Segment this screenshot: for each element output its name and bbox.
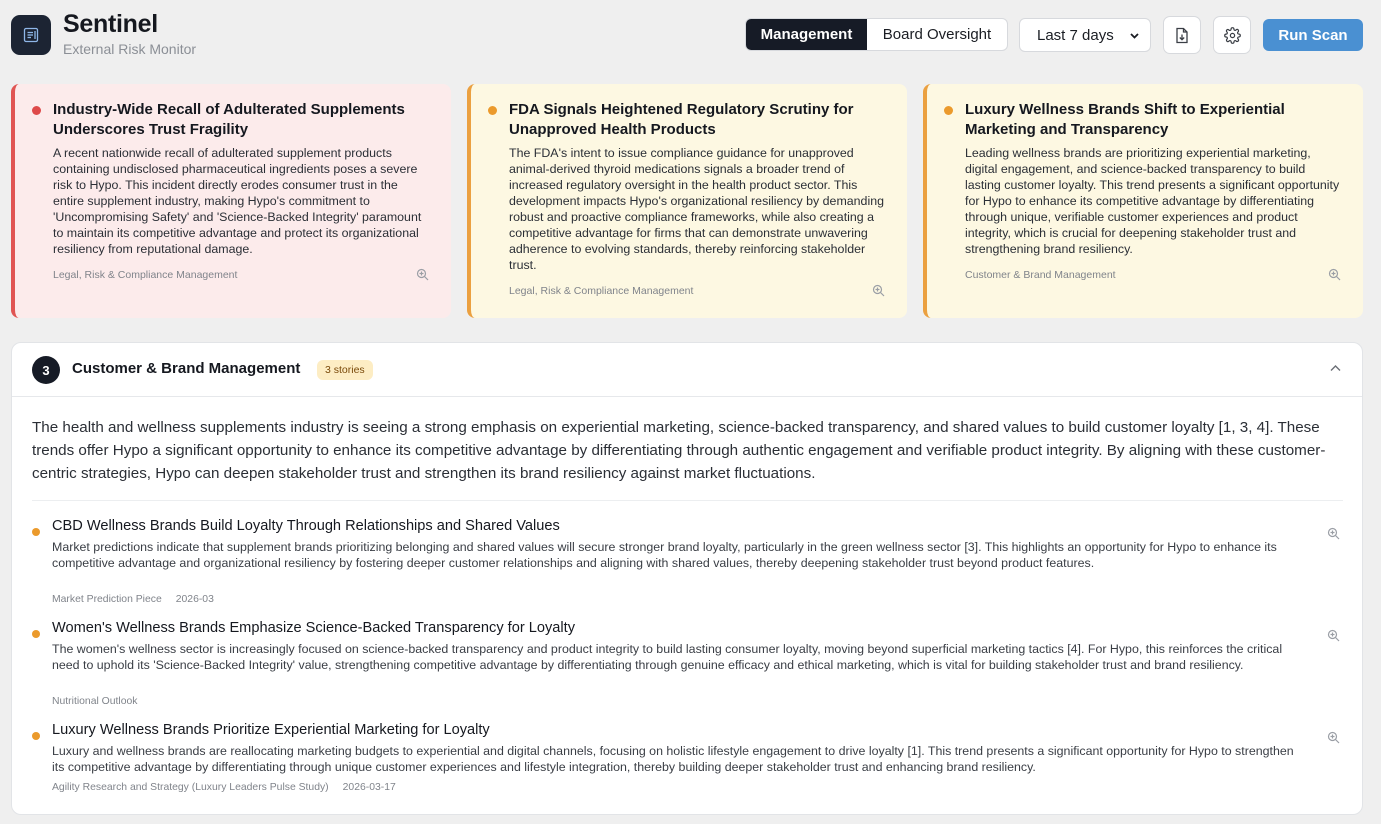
zoom-in-icon xyxy=(872,284,885,297)
story-meta xyxy=(52,594,214,605)
app-subtitle: External Risk Monitor xyxy=(63,41,197,57)
alert-card xyxy=(11,84,451,318)
section-number: 3 xyxy=(32,356,60,384)
story-dot xyxy=(32,528,40,536)
story-body: Luxury and wellness brands are reallocating marketing budgets to experiential and digital channels, focusing on holistic lifestyle engagement to drive loyalty [1]. This trend presents a significant opportunity for Hypo to strengthen its competitive advantage by differentiating through unique customer experiences and lifestyle integration, thereby building deeper stakeholder trust and enhancing brand resiliency. xyxy=(52,744,1294,774)
alert-card xyxy=(923,84,1363,318)
zoom-in-icon xyxy=(1327,731,1340,744)
zoom-in-icon xyxy=(1328,268,1341,281)
alert-category: Legal, Risk & Compliance Management xyxy=(509,284,694,297)
story-title: Luxury Wellness Brands Prioritize Experiential Marketing for Loyalty xyxy=(52,722,490,738)
zoom-in-button[interactable] xyxy=(416,268,429,281)
story-item xyxy=(32,620,1344,710)
story-title: Women's Wellness Brands Emphasize Science-Backed Transparency for Loyalty xyxy=(52,620,575,636)
story-count-badge: 3 stories xyxy=(317,360,373,380)
severity-dot xyxy=(944,106,953,115)
story-meta xyxy=(52,782,396,793)
alert-body: A recent nationwide recall of adulterated supplement products containing undisclosed pharmaceutical ingredients poses a severe risk to Hypo. This incident directly erodes consumer trust in the entire supplement industry, making Hypo's commitment to 'Uncompromising Safety' and 'Science-Backed Integrity' paramount to maintain its competitive advantage and protect its organizational resiliency from reputational damage. xyxy=(53,146,422,256)
zoom-in-icon xyxy=(1327,629,1340,642)
story-source: Market Prediction Piece xyxy=(52,594,162,605)
section-header[interactable] xyxy=(12,343,1362,397)
app-title: Sentinel xyxy=(63,10,158,38)
document-icon xyxy=(22,26,40,44)
divider xyxy=(32,500,1343,501)
export-button[interactable] xyxy=(1163,16,1201,54)
story-item xyxy=(32,518,1344,608)
view-toggle xyxy=(745,18,1008,51)
story-dot xyxy=(32,732,40,740)
alert-body: The FDA's intent to issue compliance guidance for unapproved animal-derived thyroid medications signals a broader trend of increased regulatory oversight in the health product sector. This development impacts Hypo's organizational resiliency by demanding robust and proactive compliance frameworks, while also creating a competitive advantage for firms that can demonstrate unwavering adherence to evolving standards, thereby reinforcing stakeholder trust. xyxy=(509,146,884,272)
severity-dot xyxy=(488,106,497,115)
story-source: Nutritional Outlook xyxy=(52,696,138,707)
section-summary: The health and wellness supplements industry is seeing a strong emphasis on experiential marketing, science-backed transparency, and shared values to build customer loyalty [1, 3, 4]. These trends offer Hypo a significant opportunity to enhance its competitive advantage by differentiating through authentic engagement and verifiable product integrity. By aligning with these customer-centric strategies, Hypo can deepen stakeholder trust and strengthen its brand resiliency against market fluctuations. xyxy=(32,419,1326,482)
alert-body: Leading wellness brands are prioritizing experiential marketing, digital engagement, and science-backed transparency to build lasting customer loyalty. This trend presents a significant opportunity for Hypo to enhance its competitive advantage by differentiating through unique, verifiable customer experiences and product integrity, which is crucial for deepening stakeholder trust and strengthening brand resiliency. xyxy=(965,146,1340,256)
story-dot xyxy=(32,630,40,638)
zoom-in-icon xyxy=(416,268,429,281)
run-scan-button[interactable]: Run Scan xyxy=(1263,19,1363,51)
view-management-button[interactable]: Management xyxy=(746,19,867,50)
file-download-icon xyxy=(1174,27,1190,44)
story-meta xyxy=(52,696,137,707)
chevron-up-icon xyxy=(1329,362,1342,375)
chevron-down-icon xyxy=(1129,30,1140,41)
zoom-in-button[interactable] xyxy=(1327,527,1340,540)
time-range-value: Last 7 days xyxy=(1037,26,1114,44)
zoom-in-button[interactable] xyxy=(872,284,885,297)
settings-button[interactable] xyxy=(1213,16,1251,54)
alert-title: Industry-Wide Recall of Adulterated Supplements Underscores Trust Fragility xyxy=(53,101,405,138)
collapse-button[interactable] xyxy=(1329,362,1342,380)
story-title: CBD Wellness Brands Build Loyalty Through Relationships and Shared Values xyxy=(52,518,560,534)
view-board-oversight-button[interactable]: Board Oversight xyxy=(882,26,992,43)
story-date: 2026-03-17 xyxy=(342,782,396,793)
zoom-in-button[interactable] xyxy=(1327,629,1340,642)
story-item xyxy=(32,722,1344,796)
alert-title: Luxury Wellness Brands Shift to Experiential Marketing and Transparency xyxy=(965,101,1285,138)
zoom-in-button[interactable] xyxy=(1328,268,1341,281)
alert-category: Customer & Brand Management xyxy=(965,268,1116,281)
alert-title: FDA Signals Heightened Regulatory Scrutiny for Unapproved Health Products xyxy=(509,101,854,138)
time-range-select[interactable] xyxy=(1019,18,1151,52)
story-body: The women's wellness sector is increasingly focused on science-backed transparency and product integrity to build lasting consumer loyalty, moving beyond superficial marketing tactics [4]. For Hypo, this reinforces the critical need to uphold its 'Science-Backed Integrity' value, strengthening competitive advantage by differentiating through genuine efficacy and ethical marketing, which is vital for building stakeholder trust and brand resiliency. xyxy=(52,642,1283,672)
alert-category: Legal, Risk & Compliance Management xyxy=(53,268,238,281)
app-logo xyxy=(11,15,51,55)
gear-icon xyxy=(1224,27,1241,44)
zoom-in-button[interactable] xyxy=(1327,731,1340,744)
category-section xyxy=(11,342,1363,815)
story-source: Agility Research and Strategy (Luxury Leaders Pulse Study) xyxy=(52,782,329,793)
alert-card xyxy=(467,84,907,318)
story-date: 2026-03 xyxy=(175,594,214,605)
severity-dot xyxy=(32,106,41,115)
section-title: Customer & Brand Management xyxy=(72,360,301,377)
story-body: Market predictions indicate that supplement brands prioritizing belonging and shared values will secure stronger brand loyalty, particularly in the green wellness sector [3]. This highlights an opportunity for Hypo to enhance its competitive advantage and organizational resiliency by fostering deeper customer relationships and aligning with shared values, thereby deepening stakeholder trust beyond product features. xyxy=(52,540,1277,570)
zoom-in-icon xyxy=(1327,527,1340,540)
app-header xyxy=(0,0,1381,70)
